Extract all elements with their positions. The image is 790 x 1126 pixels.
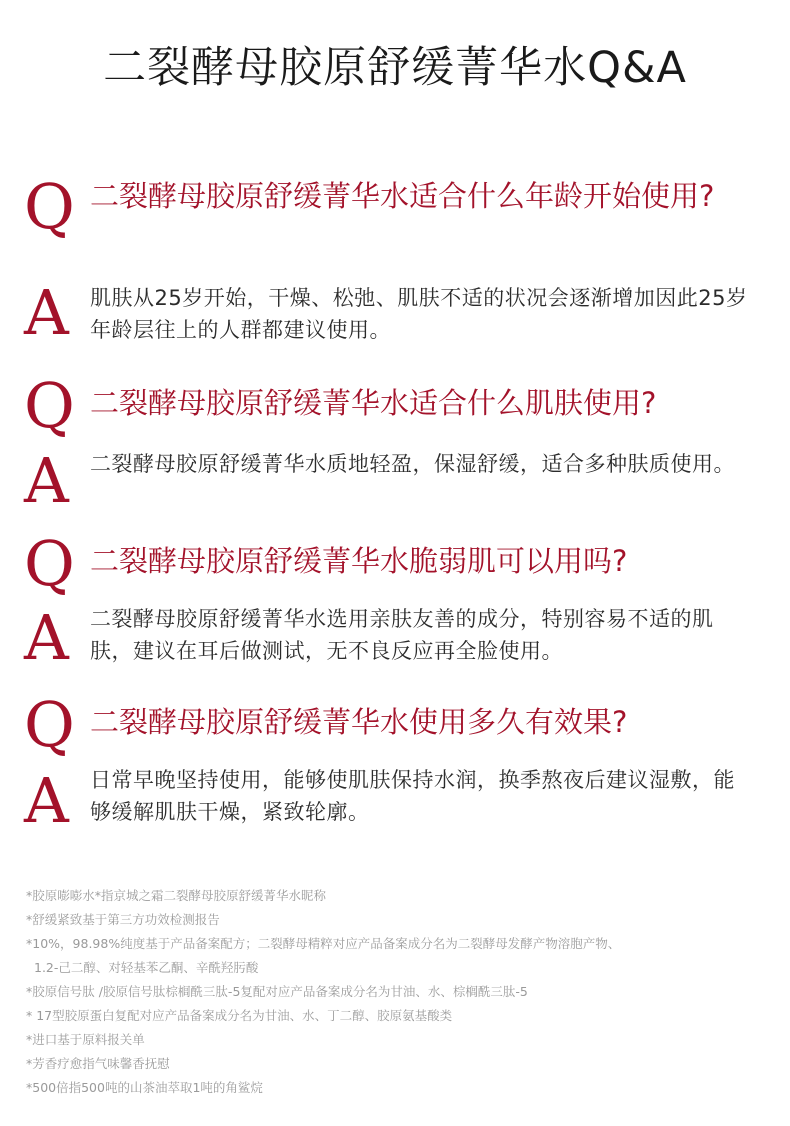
- a-letter: A: [24, 764, 69, 837]
- q-letter: Q: [24, 527, 75, 600]
- q-letter: Q: [24, 170, 75, 243]
- question-text: 二裂酵母胶原舒缓菁华水适合什么肌肤使用?: [90, 386, 657, 420]
- page-title: 二裂酵母胶原舒缓菁华水Q&A: [103, 43, 687, 93]
- footnote: *胶原嘭嘭水*指京城之霜二裂酵母胶原舒缓菁华水昵称: [26, 888, 327, 903]
- footnote: *芳香疗愈指气味馨香抚慰: [26, 1056, 170, 1071]
- footnote: *10%，98.98%纯度基于产品备案配方；二裂酵母精粹对应产品备案成分名为二裂酵母发酵产物溶胞产物、: [26, 936, 621, 951]
- question-text: 二裂酵母胶原舒缓菁华水适合什么年龄开始使用?: [90, 179, 715, 213]
- footnote: *500倍指500吨的山茶油萃取1吨的角鲨烷: [26, 1080, 263, 1095]
- answer-text: 二裂酵母胶原舒缓菁华水质地轻盈，保湿舒缓，适合多种肤质使用。: [90, 452, 735, 476]
- footnote: *进口基于原料报关单: [26, 1032, 145, 1047]
- answer-text: 肌肤从25岁开始，干燥、松弛、肌肤不适的状况会逐渐增加因此25岁年龄层往上的人群都建议使用。: [90, 286, 748, 342]
- question-text: 二裂酵母胶原舒缓菁华水脆弱肌可以用吗?: [90, 544, 628, 578]
- a-letter: A: [24, 601, 69, 674]
- question-text: 二裂酵母胶原舒缓菁华水使用多久有效果?: [90, 705, 628, 739]
- a-letter: A: [24, 276, 69, 349]
- footnotes: [26, 884, 766, 1100]
- q-letter: Q: [24, 688, 75, 761]
- q-letter: Q: [24, 369, 75, 442]
- answer-text: 二裂酵母胶原舒缓菁华水选用亲肤友善的成分，特别容易不适的肌肤，建议在耳后做测试，无不良反应再全脸使用。: [90, 607, 714, 663]
- answer-text: 日常早晚坚持使用，能够使肌肤保持水润，换季熬夜后建议湿敷，能够缓解肌肤干燥，紧致轮廓。: [90, 768, 735, 824]
- footnote: 1.2-己二醇、对轻基苯乙酮、辛酰羟肟酸: [34, 960, 259, 975]
- footnote: *舒缓紧致基于第三方功效检测报告: [26, 912, 220, 927]
- a-letter: A: [24, 444, 69, 517]
- footnote: * 17型胶原蛋白复配对应产品备案成分名为甘油、水、丁二醇、胶原氨基酸类: [26, 1008, 453, 1023]
- footnote: *胶原信号肽 /胶原信号肽棕榈酰三肽-5复配对应产品备案成分名为甘油、水、棕榈酰三肽-5: [26, 984, 528, 999]
